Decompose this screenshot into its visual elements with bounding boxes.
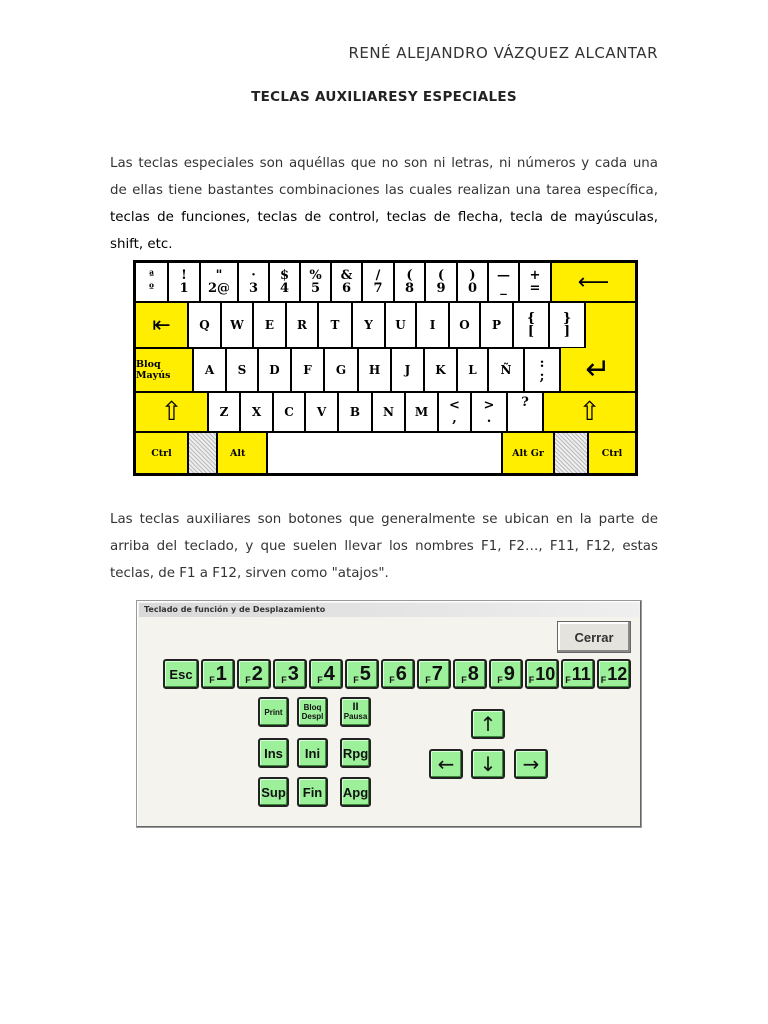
f-prefix-label: F [317, 675, 323, 685]
keyboard-diagram [133, 260, 638, 476]
key-w: W [221, 302, 253, 348]
function-keys-window [136, 600, 642, 828]
close-button[interactable]: Cerrar [557, 621, 631, 653]
key-k: K [424, 348, 457, 392]
key-b: B [338, 392, 372, 432]
f-number-label: 9 [503, 662, 515, 685]
key-g: G [324, 348, 358, 392]
arrow-up-icon: ↑ [479, 712, 497, 736]
arrow-left-icon: ← [437, 752, 455, 776]
key-6: & 6 [331, 262, 362, 302]
key-alt: Alt [217, 432, 267, 474]
key-plus: + = [519, 262, 551, 302]
paragraph-special-keys-part1: Las teclas especiales son aquéllas que no son ni letras, ni números y cada una de ellas tiene bastantes combinaciones las cuales realizan una tarea específica, [110, 156, 658, 198]
arrow-left-key[interactable] [429, 749, 463, 779]
key-t: T [318, 302, 352, 348]
f-number-label: 4 [323, 662, 335, 685]
f10-key[interactable] [525, 659, 559, 689]
author-name: RENÉ ALEJANDRO VÁZQUEZ ALCANTAR [348, 44, 658, 62]
key-space [267, 432, 502, 474]
f5-key[interactable] [345, 659, 379, 689]
delete-key[interactable]: Sup [258, 777, 289, 807]
f-prefix-label: F [209, 675, 215, 685]
backspace-arrow-icon: ⟵ [577, 269, 610, 295]
tab-arrow-icon: ⇤ [152, 312, 171, 338]
key-y: Y [352, 302, 385, 348]
key-tab [135, 302, 188, 348]
paragraph-special-keys [110, 150, 658, 258]
key-q: Q [188, 302, 221, 348]
key-blank-right [554, 432, 588, 474]
key-close-bracket: } ] [549, 302, 585, 348]
f-number-label: 7 [431, 662, 443, 685]
f-prefix-label: F [353, 675, 359, 685]
key-v: V [305, 392, 338, 432]
key-z: Z [208, 392, 240, 432]
key-greater-than: > . [471, 392, 507, 432]
esc-key[interactable]: Esc [163, 659, 199, 689]
f-prefix-label: F [245, 675, 251, 685]
paragraph-auxiliary-keys: Las teclas auxiliares son botones que generalmente se ubican en la parte de arriba del teclado, y que suelen llevar los nombres F1, F2…, F11, F12, estas teclas, de F1 a F12, sirven como "atajos". [110, 512, 658, 581]
key-caps-lock: Bloq Mayús [135, 348, 193, 392]
key-s: S [226, 348, 258, 392]
key-ctrl-left: Ctrl [135, 432, 188, 474]
key-question: ? [507, 392, 543, 432]
f6-key[interactable] [381, 659, 415, 689]
key-8: ( 8 [394, 262, 425, 302]
f4-key[interactable] [309, 659, 343, 689]
key-3: · 3 [238, 262, 269, 302]
key-5: % 5 [300, 262, 331, 302]
window-title: Teclado de función y de Desplazamiento [139, 603, 639, 617]
pause-key[interactable]: II Pausa [340, 697, 371, 727]
key-1: ! 1 [168, 262, 200, 302]
f-number-label: 6 [395, 662, 407, 685]
f9-key[interactable] [489, 659, 523, 689]
key-open-bracket: { [ [513, 302, 549, 348]
key-enter [560, 348, 636, 392]
f3-key[interactable] [273, 659, 307, 689]
arrow-down-key[interactable] [471, 749, 505, 779]
key-o: O [449, 302, 480, 348]
f-prefix-label: F [425, 675, 431, 685]
key-u: U [385, 302, 416, 348]
f-number-label: 5 [359, 662, 371, 685]
end-key[interactable]: Fin [297, 777, 328, 807]
f-prefix-label: F [389, 675, 395, 685]
key-0: ) 0 [457, 262, 488, 302]
arrow-right-key[interactable] [514, 749, 548, 779]
arrow-down-icon: ↓ [479, 752, 497, 776]
key-ctrl-right: Ctrl [588, 432, 636, 474]
arrow-right-icon: → [522, 752, 540, 776]
key-4: $ 4 [269, 262, 300, 302]
key-p: P [480, 302, 513, 348]
f-prefix-label: F [281, 675, 287, 685]
shift-right-arrow-icon: ⇧ [578, 397, 601, 427]
paragraph-special-keys-part2: teclas de funciones, teclas de control, teclas de flecha, tecla de mayúsculas, shift, etc. [110, 210, 658, 252]
key-enye: Ñ [488, 348, 524, 392]
page-down-key[interactable]: Apg [340, 777, 371, 807]
key-shift-right [543, 392, 636, 432]
key-7: / 7 [362, 262, 394, 302]
arrow-up-key[interactable] [471, 709, 505, 739]
f12-key[interactable] [597, 659, 631, 689]
key-c: C [273, 392, 305, 432]
f-prefix-label: F [600, 675, 607, 685]
key-h: H [358, 348, 391, 392]
key-d: D [258, 348, 291, 392]
f-number-label: 2 [251, 662, 263, 685]
key-2: " 2@ [200, 262, 238, 302]
key-enter-top [585, 302, 636, 348]
f7-key[interactable] [417, 659, 451, 689]
f-number-label: 11 [571, 663, 591, 684]
shift-left-arrow-icon: ⇧ [160, 397, 183, 427]
f2-key[interactable] [237, 659, 271, 689]
key-r: R [286, 302, 318, 348]
key-j: J [391, 348, 424, 392]
key-l: L [457, 348, 488, 392]
key-minus: — _ [488, 262, 519, 302]
page-title: TECLAS AUXILIARESY ESPECIALES [251, 89, 517, 105]
enter-arrow-icon: ↵ [585, 352, 611, 387]
f-prefix-label: F [565, 675, 571, 685]
f-prefix-label: F [497, 675, 503, 685]
key-a: A [193, 348, 226, 392]
home-key[interactable]: Ini [297, 738, 328, 768]
key-x: X [240, 392, 273, 432]
f-number-label: 12 [607, 663, 628, 684]
f-number-label: 8 [467, 662, 479, 685]
key-blank-left [188, 432, 217, 474]
f-number-label: 3 [287, 662, 299, 685]
f1-key[interactable] [201, 659, 235, 689]
key-colon: : ; [524, 348, 560, 392]
key-f: F [291, 348, 324, 392]
insert-key[interactable]: Ins [258, 738, 289, 768]
key-i: I [416, 302, 449, 348]
key-m: M [405, 392, 438, 432]
f-number-label: 1 [215, 662, 227, 685]
key-n: N [372, 392, 405, 432]
key-e: E [253, 302, 286, 348]
key-9: ( 9 [425, 262, 457, 302]
print-key[interactable]: Print [258, 697, 289, 727]
key-shift-left [135, 392, 208, 432]
f8-key[interactable] [453, 659, 487, 689]
f-prefix-label: F [461, 675, 467, 685]
key-backspace [551, 262, 636, 302]
scroll-lock-key[interactable]: Bloq Despl [297, 697, 328, 727]
key-less-than: < , [438, 392, 471, 432]
f11-key[interactable] [561, 659, 595, 689]
key-alt-gr: Alt Gr [502, 432, 554, 474]
f-prefix-label: F [528, 675, 535, 685]
key-ordinal: ª º [135, 262, 168, 302]
f-number-label: 10 [535, 663, 556, 684]
page-up-key[interactable]: Rpg [340, 738, 371, 768]
